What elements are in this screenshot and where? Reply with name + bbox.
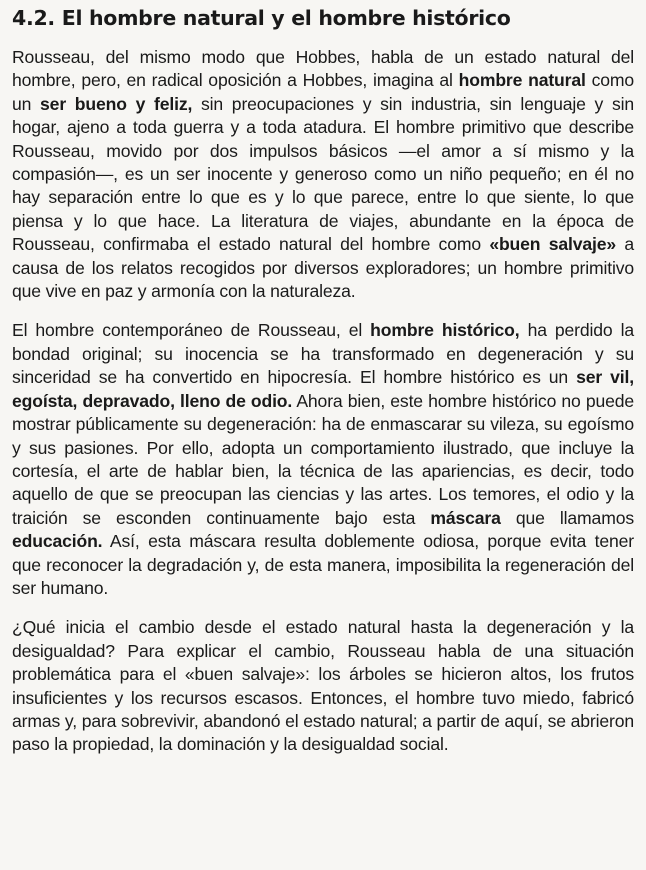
text-run: que llamamos bbox=[500, 507, 634, 528]
text-run: sin preocupaciones y sin industria, sin lenguaje y sin hogar, ajeno a toda guerra y a toda atadura. El hombre primitivo que describe Rousseau, movido por dos impulsos básicos —el amor a sí mismo y la compasión—, es un ser inocente y generoso como un niño pequeño; en él no hay separación entre lo que es y lo que parece, entre lo que siente, lo que piensa y lo que hace. La literatura de viajes, abundante en la época de Rousseau, confirmaba el estado natural del hombre como bbox=[12, 93, 635, 255]
bold-term: «buen salvaje» bbox=[489, 234, 617, 255]
bold-term: educación. bbox=[12, 531, 103, 552]
paragraph-hombre-natural bbox=[12, 46, 634, 303]
text-run: Así, esta máscara resulta doblemente odiosa, porque evita tener que reconocer la degradación y, de esta manera, imposibilita la regeneración del ser humano. bbox=[12, 531, 634, 598]
paragraph-cambio bbox=[12, 616, 634, 756]
text-run: Ahora bien, este hombre histórico no puede mostrar públicamente su degeneración: ha de enmascarar su vileza, su egoísmo y sus pasiones. Por ello, adopta un comportamiento ilustrado, que incluye la cortesía, el arte de hablar bien, la técnica de las apariencias, es decir, todo aquello de que se preocupan las ciencias y las artes. Los temores, el odio y la traición se esconden continuamente bajo esta bbox=[12, 390, 634, 528]
bold-term: ser vil, egoísta, depravado, lleno de odio. bbox=[12, 367, 635, 411]
bold-term: máscara bbox=[430, 507, 501, 528]
bold-term: hombre histórico, bbox=[370, 320, 520, 341]
text-run: a causa de los relatos recogidos por diversos exploradores; un hombre primitivo que vive en paz y armonía con la naturaleza. bbox=[12, 234, 635, 302]
text-run: como un bbox=[12, 70, 634, 114]
text-run: El hombre contemporáneo de Rousseau, el bbox=[12, 320, 371, 341]
paragraph-hombre-historico bbox=[12, 319, 634, 600]
text-run: ¿Qué inicia el cambio desde el estado natural hasta la degeneración y la desigualdad? Para explicar el cambio, Rousseau habla de una situación problemática para el «buen salvaje»: los árboles se hicieron altos, los frutos insuficientes y los recursos escasos. Entonces, el hombre tuvo miedo, fabricó armas y, para sobrevivir, abandonó el estado natural; a partir de aquí, se abrieron paso la propiedad, la dominación y la desigualdad social. bbox=[12, 617, 634, 755]
text-run: ha perdido la bondad original; su inocencia se ha transformado en degeneración y su sinceridad se ha convertido en hipocresía. El hombre histórico es un bbox=[12, 320, 634, 388]
bold-term: hombre natural bbox=[458, 70, 586, 91]
section-heading: 4.2. El hombre natural y el hombre histórico bbox=[12, 6, 511, 30]
text-run: Rousseau, del mismo modo que Hobbes, habla de un estado natural del hombre, pero, en radical oposición a Hobbes, imagina al bbox=[12, 47, 634, 91]
bold-term: ser bueno y feliz, bbox=[40, 93, 193, 114]
